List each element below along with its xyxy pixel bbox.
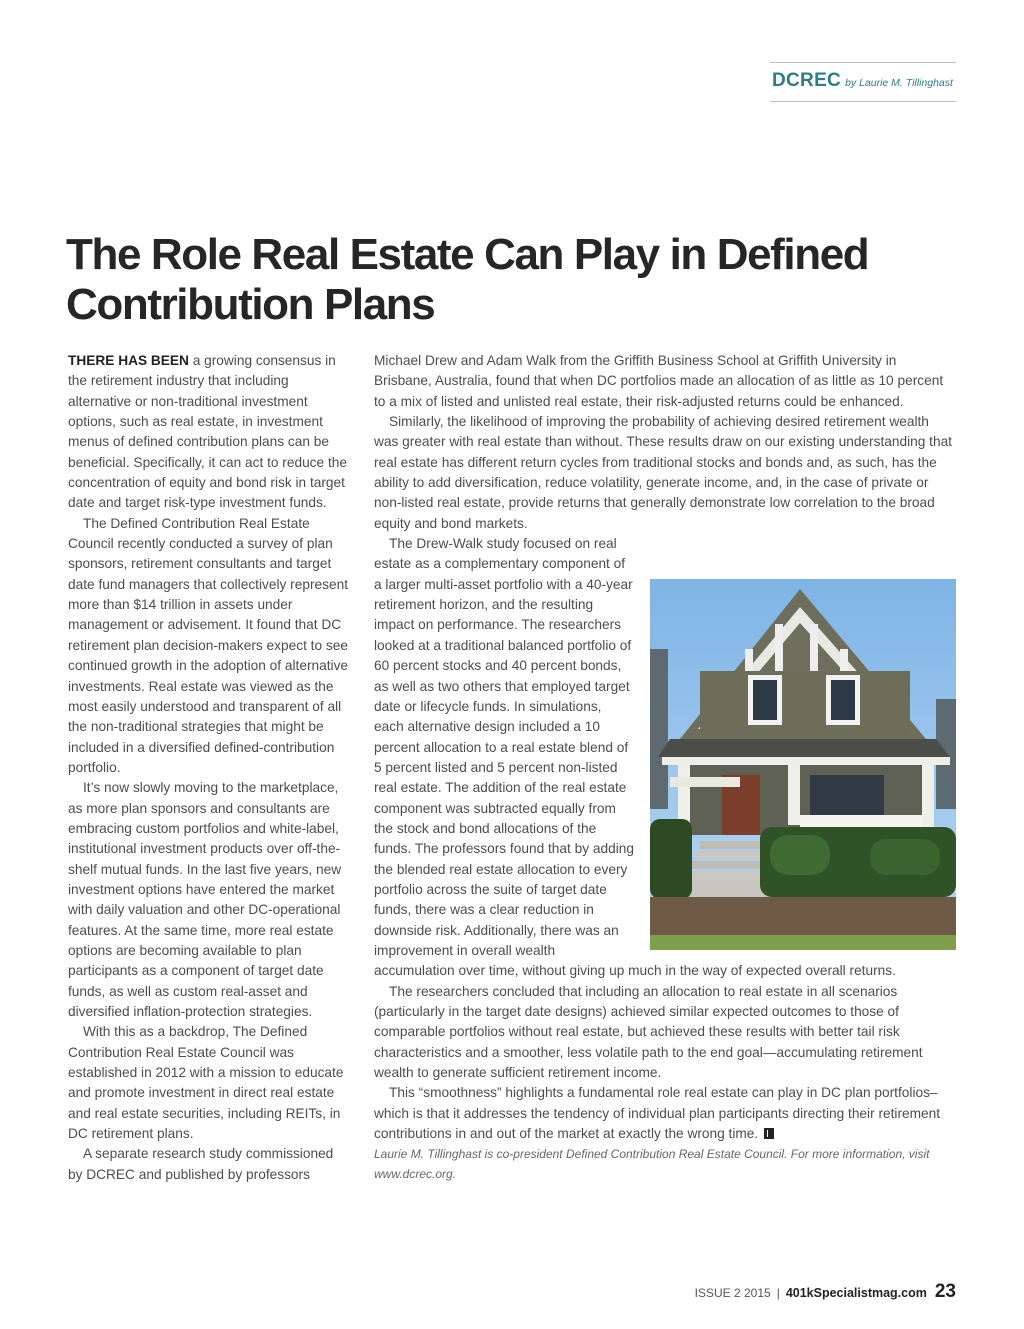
paragraph: Similarly, the likelihood of improving the probability of achieving desired retirement wealth was greater with real estate than without. These results draw on our existing understanding that real estate has different return cycles from traditional stocks and bonds and, as such, has the ability to add diversification, reduce volatility, generate income, and, in the case of private or non-listed real estate, provide returns that generally demonstrate low correlation to the broad equity and bond markets. [374, 414, 952, 531]
header-rule-top [770, 62, 956, 63]
section-header [772, 70, 962, 92]
page-number: 23 [934, 1281, 956, 1302]
article-title: The Role Real Estate Can Play in Defined Contribution Plans [66, 230, 869, 329]
article-column-right [374, 351, 956, 1184]
paragraph: The Defined Contribution Real Estate Council recently conducted a survey of plan sponsors, retirement consultants and target date fund managers that collectively represent more than $14 trillion in assets under management or advisement. It found that DC retirement plan decision-makers expect to see continued growth in the adoption of alternative investments. Real estate was viewed as the most easily understood and transparent of all the non-traditional strategies that might be included in a diversified defined-contribution portfolio. [68, 515, 349, 775]
lead-in: THERE HAS BEEN [68, 353, 189, 368]
paragraph: It’s now slowly moving to the marketplace, as more plan sponsors and consultants are embracing custom portfolios and white-label, institutional investment products over off-the-shelf mutual funds. In the last five years, new investment options have entered the market with daily valuation and other DC-operational features. At the same time, more real estate options are becoming available to plan participants as a component of target date funds, as well as custom real-asset and diversified inflation-protection strategies. [68, 780, 342, 1019]
paragraph [374, 982, 956, 1084]
author-credit: Laurie M. Tillinghast is co-president Defined Contribution Real Estate Council. For more information, visit www.dcrec.org. [374, 1147, 930, 1182]
paragraph-text: This “smoothness” highlights a fundamental role real estate can play in DC plan portfolios–which is that it addresses the tendency of individual plan participants directing their retirement contributions in and out of the market at exactly the wrong time. [374, 1085, 941, 1142]
paragraph-text: The researchers concluded that including an allocation to real estate in all scenarios (particularly in the target date designs) achieved similar expected outcomes to those of comparable portfolios without real estate, but achieved these results with better tail risk characteristics and a smoother, less volatile path to the end goal—accumulating retirement wealth to generate sufficient retirement income. [374, 983, 923, 1081]
article-column-left [68, 351, 350, 1185]
byline: by Laurie M. Tillinghast [845, 77, 953, 89]
page-footer [695, 1281, 956, 1303]
paragraph [374, 1083, 956, 1144]
end-of-article-icon [764, 1128, 774, 1139]
section-org: DCREC [772, 70, 842, 91]
paragraph: Michael Drew and Adam Walk from the Griffith Business School at Griffith University in Brisbane, Australia, found that when DC portfolios made an allocation of as little as 10 percent to a mix of listed and unlisted real estate, their risk-adjusted returns could be enhanced. [374, 353, 944, 409]
issue-label: ISSUE 2 2015 [694, 1286, 771, 1300]
header-rule-bottom [770, 101, 956, 102]
paragraph: With this as a backdrop, The Defined Contribution Real Estate Council was established in 2012 with a mission to educate and promote investment in direct real estate and real estate securities, including REITs, in DC retirement plans. [68, 1024, 344, 1142]
paragraph: The Drew-Walk study focused on real estate as a complementary component of a larger multi-asset portfolio with a 40-year retirement horizon, and the resulting impact on performance. The researchers looked at a traditional balanced portfolio of 60 percent stocks and 40 percent bonds, as well as two others that employed target date or lifecycle funds. In simulations, each alternative design included a 10 percent allocation to a real estate blend of 5 percent listed and 5 percent non-listed real estate. The addition of the real estate component was subtracted equally from the stock and bond allocations of the funds. The professors found that by adding the blended real estate allocation to every portfolio across the suite of target date funds, there was a clear reduction in downside risk. Additionally, there was an improvement in overall wealth accumulation over time, without giving up much in the way of expected overall returns. [374, 536, 896, 979]
house-photo [650, 579, 956, 950]
paragraph: A separate research study commissioned by DCREC and published by professors [68, 1146, 334, 1182]
paragraph [68, 351, 350, 514]
site-link[interactable]: 401kSpecialistmag.com [785, 1286, 927, 1300]
paragraph-text: a growing consensus in the retirement industry that including alternative or non-traditional investment options, such as real estate, in investment menus of defined contribution plans can be beneficial. Specifically, it can act to reduce the concentration of equity and bond risk in target date and target risk-type investment funds. [68, 353, 347, 511]
footer-separator: | [776, 1286, 780, 1300]
